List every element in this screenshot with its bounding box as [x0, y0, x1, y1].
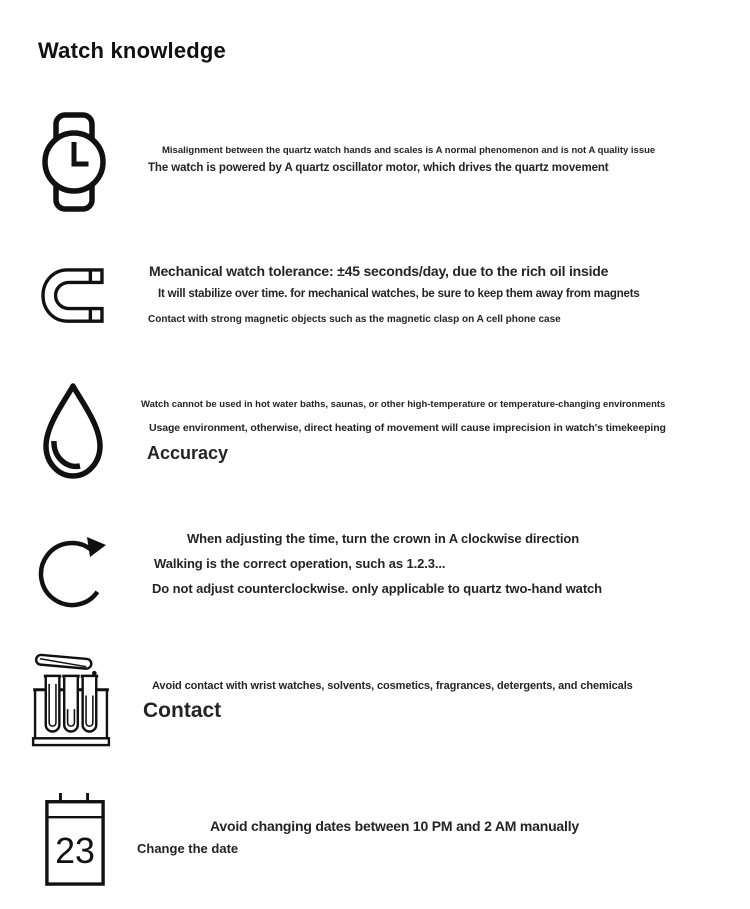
calendar-day-number: 23 [55, 830, 95, 871]
walking-operation-text: Walking is the correct operation, such as 1.2.3... [154, 556, 446, 571]
clockwise-arrow-icon [38, 525, 110, 613]
crown-clockwise-text: When adjusting the time, turn the crown in A clockwise direction [187, 531, 580, 546]
magnet-warning-text: It will stabilize over time. for mechanical watches, be sure to keep them away from magnets [158, 288, 640, 300]
water-drop-icon [39, 381, 107, 481]
magnetic-objects-note: Contact with strong magnetic objects such as the magnetic clasp on A cell phone case [148, 314, 561, 325]
test-tubes-icon [31, 647, 111, 748]
mechanical-tolerance-text: Mechanical watch tolerance: ±45 seconds/day, due to the rich oil inside [149, 263, 609, 279]
magnet-icon [40, 267, 104, 325]
avoid-date-change-text: Avoid changing dates between 10 PM and 2 AM manually [210, 818, 579, 834]
avoid-chemicals-text: Avoid contact with wrist watches, solvents, cosmetics, fragrances, detergents, and chemicals [152, 680, 633, 692]
page-title: Watch knowledge [38, 38, 226, 63]
change-date-heading: Change the date [137, 841, 239, 856]
quartz-misalignment-note: Misalignment between the quartz watch hands and scales is A normal phenomenon and is not A quality issue [162, 145, 656, 156]
contact-heading: Contact [143, 699, 222, 722]
quartz-movement-text: The watch is powered by A quartz oscillator motor, which drives the quartz movement [148, 162, 609, 174]
calendar-icon [44, 792, 106, 887]
watch-icon [42, 112, 106, 212]
counterclockwise-warning-text: Do not adjust counterclockwise. only applicable to quartz two-hand watch [152, 581, 603, 596]
hot-water-warning-note: Watch cannot be used in hot water baths, saunas, or other high-temperature or temperature-changing environments [141, 399, 666, 410]
usage-environment-text: Usage environment, otherwise, direct heating of movement will cause imprecision in watch's timekeeping [149, 422, 666, 434]
accuracy-heading: Accuracy [147, 443, 229, 463]
